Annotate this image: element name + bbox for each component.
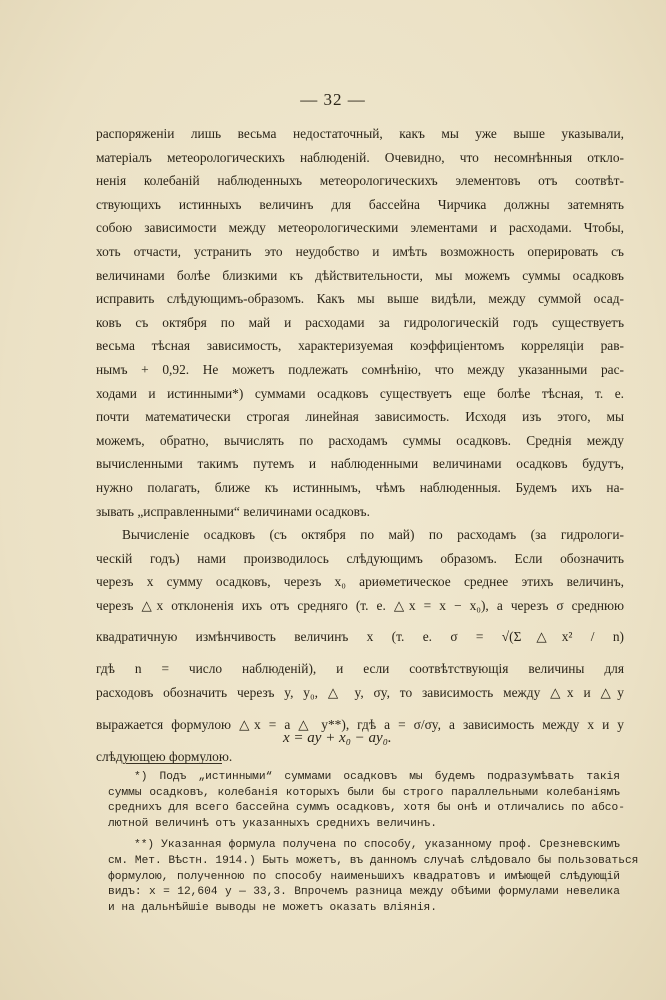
text-line: матеріалъ метеорологическихъ наблюденій. Очевидно, что несомнѣнныя откло- — [96, 149, 624, 165]
footnote-separator — [126, 763, 222, 764]
text-line: квадратичную измѣнчивость величинъ x (т. е. σ = √(Σ△x² / n) — [96, 629, 624, 645]
text-line: ненія колебаній наблюденныхъ метеорологическихъ элементовъ отъ соотвѣт- — [96, 173, 624, 189]
text-line: нужно полагать, ближе къ истиннымъ, чѣмъ наблюденныя. Будемъ ихъ на- — [96, 479, 624, 495]
text-line: ствующихъ истинныхъ величинъ для бассейна Чирчика должны затемнять — [96, 196, 624, 212]
text-line: ходами и истинными*) суммами осадковъ существуетъ еще болѣе тѣсная, т. е. — [96, 385, 624, 401]
text-line: хоть отчасти, устранить это неудобство и имѣть возможность оперировать съ — [96, 243, 624, 259]
footnote-1 — [108, 770, 625, 832]
footnote-line: видъ: x = 12,604 y — 33,3. Впрочемъ разница между обѣими формулами невелика — [108, 886, 620, 899]
text-line: почти математически строгая линейная зависимость. Исходя изъ этого, мы — [96, 409, 624, 425]
footnote-2 — [108, 838, 639, 916]
regression-formula: x = ay + x₀ − ay₀. — [283, 730, 392, 746]
text-line: нымъ + 0,92. Не можетъ подлежать сомнѣнію, что между указанными рас- — [96, 361, 624, 377]
main-text — [96, 122, 624, 768]
text-line: ческій годъ) нами производилось слѣдующимъ образомъ. Если обозначить — [96, 550, 624, 566]
text-line: выражается формулою △x = a △ y**), гдѣ a = σ/σy, а зависимость между x и y — [96, 716, 624, 732]
text-line: распоряженіи лишь весьма недостаточный, какъ мы уже выше указывали, — [96, 126, 624, 141]
text-line: исправить слѣдующимъ-образомъ. Какъ мы выше видѣли, между суммой осад- — [96, 291, 624, 307]
text-line: расходовъ обозначить черезъ y, y₀, △ y, σy, то зависимость между △x и △y — [96, 685, 624, 701]
footnote-line: среднихъ для всего бассейна суммъ осадковъ, хотя бы онѣ и отличались по абсо- — [108, 802, 625, 815]
text-line: ковъ съ октября по май и расходами за гидрологическій годъ существуетъ — [96, 314, 624, 330]
text-line: гдѣ n = число наблюденій), и если соотвѣтствующія величины для — [96, 661, 624, 677]
text-line: можемъ, обратно, вычислять по расходамъ суммы осадковъ. Среднія между — [96, 432, 624, 448]
page-number: — 32 — — [300, 90, 366, 109]
text-line: Вычисленіе осадковъ (съ октября по май) по расходамъ (за гидрологи- — [122, 527, 624, 543]
footnote-line: суммы осадковъ, колебанія которыхъ были бы строго параллельными колебаніямъ — [108, 786, 620, 799]
text-line: черезъ x сумму осадковъ, черезъ x₀ ариѳметическое среднее этихъ величинъ, — [96, 574, 624, 590]
paragraph-1 — [96, 122, 624, 523]
footnote-line: см. Мет. Вѣстн. 1914.) Быть можетъ, въ данномъ случаѣ слѣдовало бы пользоваться — [108, 854, 639, 867]
text-line: собою зависимости между метеорологическими элементами и расходами. Чтобы, — [96, 220, 624, 236]
footnotes — [108, 770, 639, 916]
footnote-line: *) Подъ „истинными“ суммами осадковъ мы будемъ подразумѣвать такія — [134, 771, 620, 783]
text-line: слѣдующею формулою. — [96, 748, 233, 764]
text-line: зывать „исправленными“ величинами осадковъ. — [96, 503, 370, 519]
footnote-line: и на дальнѣйшіе выводы не можетъ оказать вліянія. — [108, 901, 437, 914]
text-line: вычисленными такимъ путемъ и наблюденными величинами осадковъ будутъ, — [96, 456, 624, 472]
text-line: величинами болѣе близкими къ дѣйствительности, мы можемъ суммы осадковъ — [96, 267, 624, 283]
footnote-line: формулою, полученною по способу наименьшихъ квадратовъ и имѣющей слѣдующій — [108, 870, 620, 883]
text-line: весьма тѣсная зависимость, характеризуемая коэффиціентомъ корреляціи рав- — [96, 338, 624, 354]
footnote-line: **) Указанная формула получена по способу, указанному проф. Срезневскимъ — [134, 839, 620, 852]
text-line: черезъ △x отклоненія ихъ отъ средняго (т. е. △x = x − x₀), а черезъ σ среднюю — [96, 597, 624, 613]
footnote-line: лютной величинѣ отъ указанныхъ среднихъ величинъ. — [108, 817, 437, 830]
